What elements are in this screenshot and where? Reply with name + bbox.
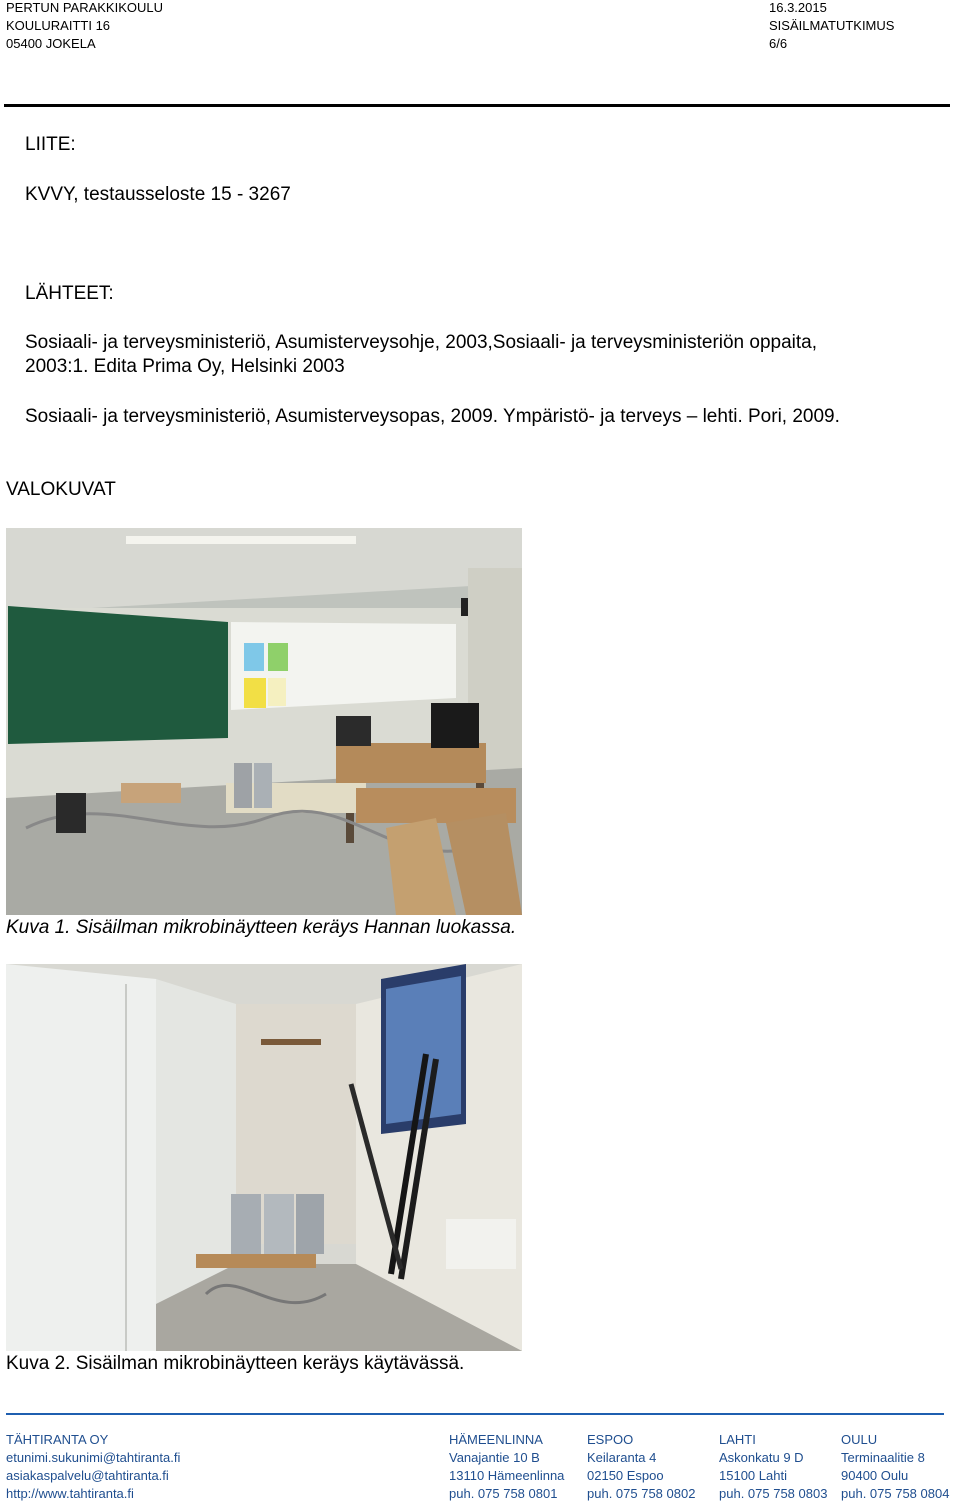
- footer-divider: [6, 1413, 944, 1415]
- photo-classroom: [6, 528, 522, 915]
- office-city: LAHTI: [719, 1432, 756, 1447]
- footer-espoo: [587, 1431, 695, 1503]
- footer-hameenlinna: [449, 1431, 564, 1503]
- office-phone: puh. 075 758 0803: [719, 1486, 828, 1501]
- office-postal: 02150 Espoo: [587, 1468, 664, 1483]
- header-divider: [4, 104, 950, 107]
- office-street: Keilaranta 4: [587, 1450, 657, 1465]
- office-postal: 90400 Oulu: [841, 1468, 909, 1483]
- caption-photo-1: Kuva 1. Sisäilman mikrobinäytteen keräys Hannan luokassa.: [6, 917, 517, 938]
- website-link[interactable]: http://www.tahtiranta.fi: [6, 1486, 134, 1501]
- page-number: 6/6: [769, 36, 788, 51]
- lahteet-heading: LÄHTEET:: [25, 283, 114, 304]
- school-street: KOULURAITTI 16: [6, 18, 111, 33]
- source-1-line-2: 2003:1. Edita Prima Oy, Helsinki 2003: [25, 356, 345, 377]
- valokuvat-heading: VALOKUVAT: [6, 479, 116, 500]
- photo-corridor: [6, 964, 522, 1351]
- office-city: ESPOO: [587, 1432, 634, 1447]
- school-name: PERTUN PARAKKIKOULU: [6, 0, 164, 15]
- office-postal: 13110 Hämeenlinna: [449, 1468, 565, 1483]
- footer-company: [6, 1431, 180, 1503]
- office-street: Askonkatu 9 D: [719, 1450, 804, 1465]
- liite-heading: LIITE:: [25, 134, 76, 155]
- office-phone: puh. 075 758 0801: [449, 1486, 558, 1501]
- liite-item: KVVY, testausseloste 15 - 3267: [25, 184, 291, 205]
- source-2: Sosiaali- ja terveysministeriö, Asumisterveysopas, 2009. Ympäristö- ja terveys – lehti. Pori, 2009.: [25, 406, 840, 427]
- office-city: OULU: [841, 1432, 878, 1447]
- office-street: Vanajantie 10 B: [449, 1450, 540, 1465]
- office-city: HÄMEENLINNA: [449, 1432, 543, 1447]
- office-phone: puh. 075 758 0802: [587, 1486, 696, 1501]
- footer-lahti: [719, 1431, 827, 1503]
- office-postal: 15100 Lahti: [719, 1468, 787, 1483]
- company-name: TÄHTIRANTA OY: [6, 1432, 109, 1447]
- header-right: [769, 0, 894, 54]
- school-postal: 05400 JOKELA: [6, 36, 96, 51]
- caption-photo-2: Kuva 2. Sisäilman mikrobinäytteen keräys käytävässä.: [6, 1353, 465, 1374]
- header-left: [6, 0, 163, 54]
- service-email-link[interactable]: asiakaspalvelu@tahtiranta.fi: [6, 1468, 169, 1483]
- report-type: SISÄILMATUTKIMUS: [769, 18, 895, 33]
- office-street: Terminaalitie 8: [841, 1450, 925, 1465]
- source-1-line-1: Sosiaali- ja terveysministeriö, Asumisterveysohje, 2003,Sosiaali- ja terveysministeriön oppaita,: [25, 332, 818, 353]
- report-date: 16.3.2015: [769, 0, 827, 15]
- footer-oulu: [841, 1431, 949, 1503]
- email-link[interactable]: etunimi.sukunimi@tahtiranta.fi: [6, 1450, 181, 1465]
- office-phone: puh. 075 758 0804: [841, 1486, 950, 1501]
